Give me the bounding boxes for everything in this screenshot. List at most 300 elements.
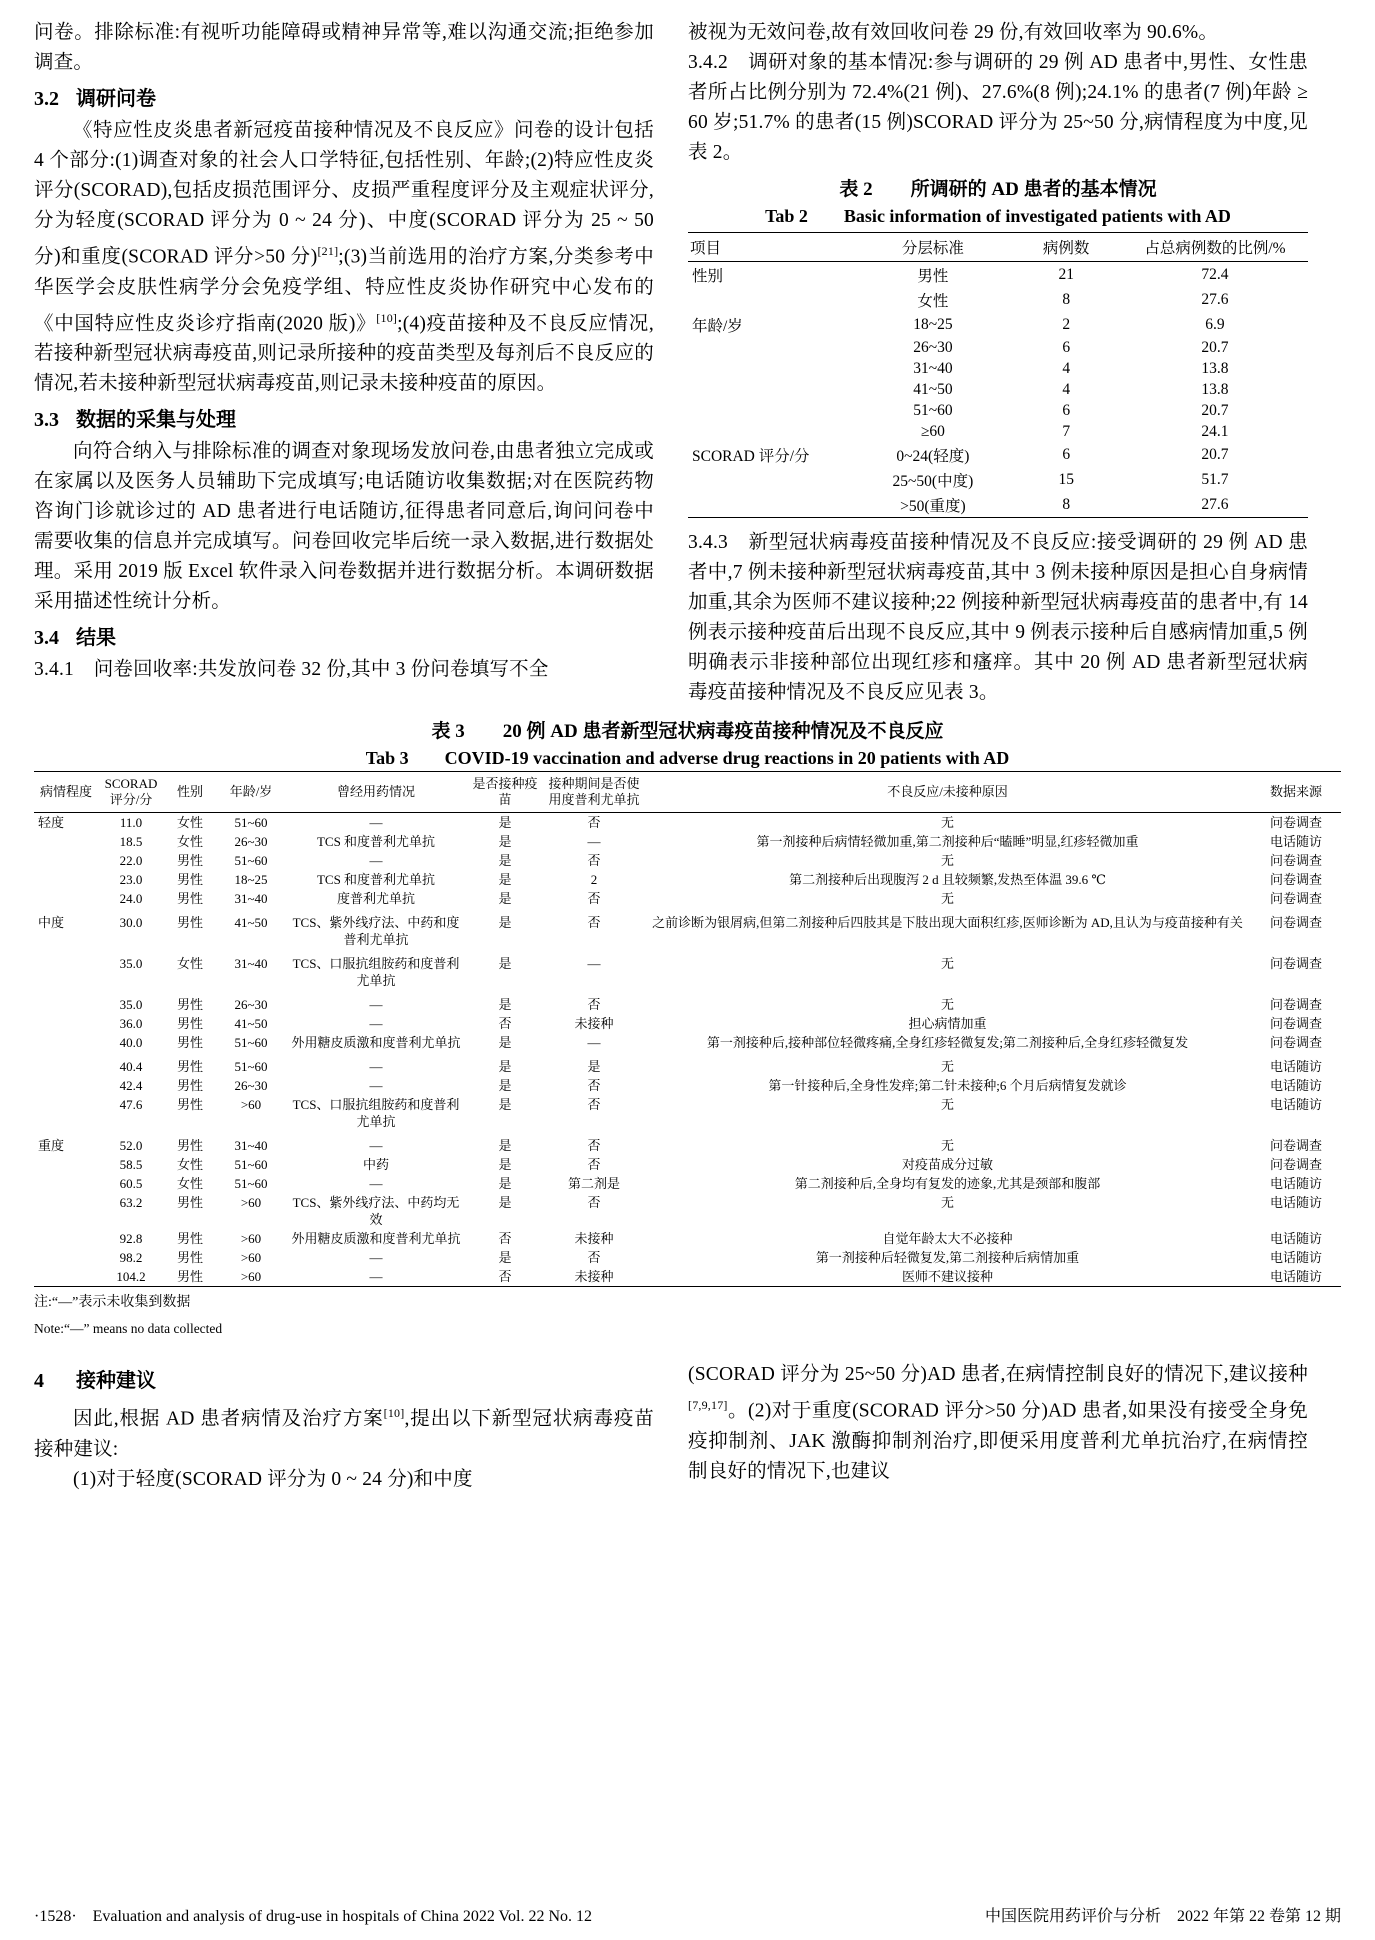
table3-cell-vaccinated: 是 — [498, 815, 512, 830]
rec2-b: 。(2)对于重度(SCORAD 评分>50 分)AD 患者,如果没有接受全身免疫抑制剂、JAK 激酶抑制剂治疗,即便采用度普利尤单抗治疗,在病情控制良好的情况下,也建议 — [688, 1400, 1308, 1482]
heading-3-2-title: 调研问卷 — [76, 88, 156, 110]
table2-cell-pct: 6.9 — [1205, 315, 1225, 333]
table3-cell-adr: 对疫苗成分过敏 — [901, 1157, 993, 1172]
table3-cell-sex: 男性 — [176, 1059, 203, 1074]
table3-cell-sex: 男性 — [176, 1231, 203, 1246]
table3-cell-vaccinated: 是 — [498, 956, 512, 971]
heading-4-number: 4 — [34, 1370, 44, 1392]
table3-header-row — [34, 772, 1341, 813]
table2-cell-item — [688, 492, 855, 518]
table2-cell-level: 0~24(轻度) — [896, 447, 970, 465]
table2-cell-count: 6 — [1062, 401, 1071, 419]
table3-cell-severity — [34, 1033, 98, 1052]
table3-cell-vaccinated: 是 — [498, 872, 512, 887]
table3-cell-adr: 之前诊断为银屑病,但第二剂接种后四肢其是下肢出现大面积红疹,医师诊断为 AD,且认为与疫苗接种有关 — [652, 915, 1243, 930]
footer-left: ·1528· Evaluation and analysis of drug-use in hospitals of China 2022 Vol. 22 No. 12 — [34, 1908, 593, 1925]
paragraph-recommendation-intro — [34, 1398, 654, 1465]
table3-cell-scorad: 35.0 — [119, 956, 143, 971]
heading-4-title: 接种建议 — [76, 1370, 156, 1392]
heading-3-4 — [34, 621, 654, 655]
heading-3-3-number: 3.3 — [34, 409, 59, 431]
table3-cell-adr: 无 — [940, 1059, 954, 1074]
table3-cell-source: 电话随访 — [1269, 1231, 1322, 1246]
table3-cell-drug: — — [369, 1059, 383, 1074]
table3-cell-dupilumab: 否 — [587, 1195, 601, 1210]
table-row — [688, 262, 1308, 288]
table3-cell-age: 41~50 — [234, 915, 268, 930]
table2-cell-pct: 72.4 — [1201, 265, 1229, 283]
table3-cell-vaccinated: 是 — [498, 853, 512, 868]
table3-cell-dupilumab: 否 — [587, 915, 601, 930]
table3-cell-source: 问卷调查 — [1269, 815, 1322, 830]
table3-cell-dupilumab: 未接种 — [574, 1231, 614, 1246]
table3-cell-age: >60 — [240, 1231, 262, 1246]
table3-cell-dupilumab: 未接种 — [574, 1269, 614, 1284]
table3-cell-dupilumab: 否 — [587, 1157, 601, 1172]
table2-cell-item: 年龄/岁 — [692, 317, 743, 335]
table3-cell-sex: 男性 — [176, 1078, 203, 1093]
table3-cell-drug: — — [369, 1269, 383, 1284]
table3-cell-scorad: 18.5 — [119, 834, 143, 849]
table3-cell-adr: 无 — [940, 1195, 954, 1210]
table2-cell-item: 性别 — [692, 267, 724, 285]
table2-cell-count: 6 — [1062, 338, 1071, 356]
table2-title-cn: 表 2 所调研的 AD 患者的基本情况 — [839, 179, 1157, 200]
table-row — [34, 1229, 1341, 1248]
table3-cell-source: 电话随访 — [1269, 1078, 1322, 1093]
heading-3-2 — [34, 82, 654, 116]
rec-intro-a: 因此,根据 AD 患者病情及治疗方案 — [73, 1408, 384, 1430]
table3-cell-drug: TCS、紫外线疗法、中药和度普利尤单抗 — [292, 915, 460, 947]
table3-cell-drug: — — [369, 1016, 383, 1031]
table3-col-age: 年龄/岁 — [216, 772, 286, 813]
table3-cell-severity — [34, 832, 98, 851]
table3-cell-sex: 男性 — [176, 1016, 203, 1031]
paragraph-recommendation-1: (1)对于轻度(SCORAD 评分为 0 ~ 24 分)和中度 — [73, 1468, 473, 1490]
table3-cell-scorad: 40.4 — [119, 1059, 143, 1074]
table3-cell-adr: 第一剂接种后,接种部位轻微疼痛,全身红疹轻微复发;第二剂接种后,全身红疹轻微复发 — [706, 1035, 1189, 1050]
table-row — [34, 1174, 1341, 1193]
bottom-left-column — [34, 1360, 654, 1495]
table2-cell-level: 男性 — [917, 267, 949, 285]
table3-cell-drug: TCS、口服抗组胺药和度普利尤单抗 — [292, 1097, 460, 1129]
table-row — [34, 813, 1341, 833]
table3-cell-severity: 中度 — [38, 915, 65, 930]
table3-cell-severity — [34, 1267, 98, 1287]
paragraph-questionnaire — [34, 116, 654, 399]
ref-10: [10] — [376, 310, 398, 325]
paragraph-right-1: 被视为无效问卷,故有效回收问卷 29 份,有效回收率为 90.6%。 — [688, 22, 1219, 43]
table3-cell-sex: 女性 — [176, 956, 203, 971]
table2-cell-item — [688, 400, 855, 421]
table-row — [34, 908, 1341, 949]
table3-cell-adr: 担心病情加重 — [908, 1016, 987, 1031]
table3-cell-scorad: 58.5 — [119, 1157, 143, 1172]
table3-title-en: Tab 3 COVID-19 vaccination and adverse drug reactions in 20 patients with AD — [365, 748, 1010, 768]
table3-cell-scorad: 104.2 — [116, 1269, 146, 1284]
table-row — [34, 870, 1341, 889]
table3-cell-dupilumab: 是 — [587, 1059, 601, 1074]
table-row — [688, 467, 1308, 492]
table3-cell-vaccinated: 是 — [498, 1195, 512, 1210]
table3-cell-adr: 无 — [940, 891, 954, 906]
table2-cell-item — [688, 287, 855, 312]
table-row — [34, 1095, 1341, 1131]
footer-right: 中国医院用药评价与分析 2022 年第 22 卷第 12 期 — [984, 1908, 1341, 1925]
table3-cell-adr: 自觉年龄太大不必接种 — [882, 1231, 1013, 1246]
table2-cell-level: 41~50 — [913, 380, 953, 398]
table2-title-en: Tab 2 Basic information of investigated patients with AD — [765, 206, 1231, 226]
table3-cell-scorad: 22.0 — [119, 853, 143, 868]
table3-col-vaccinated: 是否接种疫苗 — [466, 772, 544, 813]
table3-cell-drug: — — [369, 815, 383, 830]
table2-cell-pct: 20.7 — [1201, 401, 1229, 419]
table2-cell-pct: 27.6 — [1201, 290, 1229, 308]
table3-cell-age: 51~60 — [234, 1157, 268, 1172]
table3-col-dupilumab: 接种期间是否使用度普利尤单抗 — [544, 772, 644, 813]
paragraph-basic-info: 3.4.2 调研对象的基本情况:参与调研的 29 例 AD 患者中,男性、女性患者所占比例分别为 72.4%(21 例)、27.6%(8 例);24.1% 的患者(7 例)年龄 ≥ 60 岁;51.7% 的患者(15 例)SCORAD 评分为 25~50 分,病情程度为中度,见表 2。 — [688, 52, 1308, 163]
table-row — [688, 287, 1308, 312]
table2-cell-pct: 20.7 — [1201, 338, 1229, 356]
table2-cell-pct: 27.6 — [1201, 495, 1229, 513]
table3-cell-dupilumab: 第二剂是 — [567, 1176, 620, 1191]
table3-cell-severity — [34, 870, 98, 889]
table3-cell-source: 问卷调查 — [1269, 1157, 1322, 1172]
table3-cell-scorad: 52.0 — [119, 1138, 143, 1153]
table2-cell-count: 8 — [1062, 495, 1071, 513]
left-column — [34, 18, 654, 685]
table3-cell-source: 问卷调查 — [1269, 1016, 1322, 1031]
table3-cell-source: 电话随访 — [1269, 1059, 1322, 1074]
table3-cell-drug: — — [369, 997, 383, 1012]
questionnaire-text-c: ;(4)疫苗接种及不良反应情况,若接种新型冠状病毒疫苗,则记录所接种的疫苗类型及每剂后不良反应的情况,若未接种新型冠状病毒疫苗,则记录未接种疫苗的原因。 — [34, 313, 654, 394]
table-row — [688, 400, 1308, 421]
table3-cell-age: 26~30 — [234, 1078, 268, 1093]
table3-cell-source: 电话随访 — [1269, 834, 1322, 849]
table3-cell-adr: 无 — [940, 997, 954, 1012]
table2-cell-level: 26~30 — [913, 338, 953, 356]
table-row — [34, 1248, 1341, 1267]
table3-cell-sex: 女性 — [176, 1157, 203, 1172]
table3-cell-severity — [34, 1193, 98, 1229]
table3-cell-adr: 第二剂接种后出现腹泻 2 d 且较频繁,发热至体温 39.6 ℃ — [789, 872, 1106, 887]
table3-cell-age: 41~50 — [234, 1016, 268, 1031]
table3-cell-age: 26~30 — [234, 997, 268, 1012]
table3-cell-age: >60 — [240, 1097, 262, 1112]
table3-cell-sex: 男性 — [176, 872, 203, 887]
table-row — [34, 990, 1341, 1014]
table-row — [688, 492, 1308, 518]
table2-cell-item: SCORAD 评分/分 — [692, 447, 810, 465]
table3-cell-scorad: 42.4 — [119, 1078, 143, 1093]
table3-cell-drug: — — [369, 1138, 383, 1153]
table3-col-scorad: SCORAD 评分/分 — [98, 772, 164, 813]
table3-cell-adr: 无 — [940, 956, 954, 971]
table3-cell-severity — [34, 1052, 98, 1076]
table3-cell-adr: 第一剂接种后病情轻微加重,第二剂接种后“瞌睡”明显,红疹轻微加重 — [756, 834, 1139, 849]
table-row — [688, 379, 1308, 400]
table3-cell-drug: — — [369, 1078, 383, 1093]
table3-cell-source: 问卷调查 — [1269, 997, 1322, 1012]
table2-cell-pct: 24.1 — [1201, 422, 1229, 440]
heading-3-4-number: 3.4 — [34, 627, 59, 649]
table3-cell-adr: 无 — [940, 815, 954, 830]
ref-10-b: [10] — [383, 1406, 405, 1420]
table2-cell-item — [688, 421, 855, 442]
table2-cell-pct: 51.7 — [1201, 470, 1229, 488]
table3-cell-drug: TCS 和度普利尤单抗 — [316, 872, 436, 887]
table3-cell-age: 18~25 — [234, 872, 268, 887]
table3-cell-dupilumab: 未接种 — [574, 1016, 614, 1031]
table2-cell-count: 4 — [1062, 380, 1071, 398]
table3-cell-age: 31~40 — [234, 1138, 268, 1153]
table3-cell-sex: 女性 — [176, 834, 203, 849]
table3-cell-severity — [34, 1248, 98, 1267]
table-row — [34, 851, 1341, 870]
table-row — [34, 1076, 1341, 1095]
table3-cell-age: 51~60 — [234, 1035, 268, 1050]
table3-cell-dupilumab: 否 — [587, 1097, 601, 1112]
table3-cell-drug: 度普利尤单抗 — [336, 891, 415, 906]
table-row — [34, 1131, 1341, 1155]
table3-cell-source: 问卷调查 — [1269, 1035, 1322, 1050]
table-row — [688, 442, 1308, 467]
table3-cell-age: 51~60 — [234, 1176, 268, 1191]
table3-cell-scorad: 60.5 — [119, 1176, 143, 1191]
table3-cell-adr: 第一剂接种后轻微复发,第二剂接种后病情加重 — [815, 1250, 1080, 1265]
table3-cell-scorad: 98.2 — [119, 1250, 143, 1265]
table3-col-drug: 曾经用药情况 — [286, 772, 466, 813]
table3-cell-drug: 中药 — [362, 1157, 389, 1172]
table-row — [34, 1267, 1341, 1287]
table3-cell-source: 问卷调查 — [1269, 872, 1322, 887]
table3-cell-scorad: 30.0 — [119, 915, 143, 930]
table2-cell-level: >50(重度) — [900, 497, 966, 515]
table3-cell-source: 电话随访 — [1269, 1250, 1322, 1265]
table2-col-pct: 占总病例数的比例/% — [1122, 233, 1308, 262]
table2-cell-item — [688, 379, 855, 400]
table3-cell-dupilumab: 否 — [587, 1250, 601, 1265]
table3-col-adr: 不良反应/未接种原因 — [644, 772, 1251, 813]
table3-cell-drug: — — [369, 1250, 383, 1265]
table3-cell-source: 电话随访 — [1269, 1195, 1322, 1210]
questionnaire-text-a: 《特应性皮炎患者新冠疫苗接种情况及不良反应》问卷的设计包括 4 个部分:(1)调查对象的社会人口学特征,包括性别、年龄;(2)特应性皮炎评分(SCORAD),包括皮损范围评分、皮损严重程度评分及主观症状评分,分为轻度(SCORAD 评分为 0 ~ 24 分)、中度(SCORAD 评分为 25 ~ 50 分)和重度(SCORAD 评分>50 分) — [34, 120, 654, 268]
table3-cell-vaccinated: 是 — [498, 834, 512, 849]
table3-cell-severity — [34, 1076, 98, 1095]
table3-cell-source: 电话随访 — [1269, 1269, 1322, 1284]
paragraph-vaccination-adr: 3.4.3 新型冠状病毒疫苗接种情况及不良反应:接受调研的 29 例 AD 患者中,7 例未接种新型冠状病毒疫苗,其中 3 例未接种原因是担心自身病情加重,其余为医师不建议接种;22 例接种新型冠状病毒疫苗的患者中,有 14 例表示接种疫苗后出现不良反应,其中 9 例表示接种后自感病情加重,5 例明确表示非接种部位出现红疹和瘙痒。其中 20 例 AD 患者新型冠状病毒疫苗接种情况及不良反应见表 3。 — [688, 532, 1308, 703]
table3-cell-adr: 医师不建议接种 — [901, 1269, 993, 1284]
table3-cell-severity — [34, 1155, 98, 1174]
table3-cell-vaccinated: 否 — [498, 1016, 512, 1031]
table-row — [34, 832, 1341, 851]
table3-cell-source: 电话随访 — [1269, 1097, 1322, 1112]
table3-cell-drug: TCS 和度普利尤单抗 — [316, 834, 436, 849]
table2-col-count: 病例数 — [1010, 233, 1122, 262]
table3-cell-drug: 外用糖皮质激和度普利尤单抗 — [291, 1035, 461, 1050]
paragraph-recommendation-2 — [688, 1360, 1308, 1487]
table3-cell-dupilumab: — — [587, 1035, 601, 1050]
table3-cell-source: 电话随访 — [1269, 1176, 1322, 1191]
table-row — [34, 1014, 1341, 1033]
table3-cell-scorad: 24.0 — [119, 891, 143, 906]
table-row — [34, 1033, 1341, 1052]
table2-cell-level: 25~50(中度) — [892, 472, 974, 490]
table-row — [688, 312, 1308, 337]
table3-cell-severity — [34, 889, 98, 908]
table3-cell-vaccinated: 是 — [498, 1078, 512, 1093]
table3-cell-vaccinated: 是 — [498, 1157, 512, 1172]
table2-col-item: 项目 — [688, 233, 855, 262]
table3-cell-vaccinated: 是 — [498, 1250, 512, 1265]
table2-cell-level: 女性 — [917, 292, 949, 310]
paragraph-left-1: 问卷。排除标准:有视听功能障碍或精神异常等,难以沟通交流;拒绝参加调查。 — [34, 22, 654, 73]
table3-cell-age: 51~60 — [234, 1059, 268, 1074]
table3-cell-age: 51~60 — [234, 853, 268, 868]
heading-3-2-number: 3.2 — [34, 88, 59, 110]
table3-cell-vaccinated: 是 — [498, 1035, 512, 1050]
table3-col-source: 数据来源 — [1251, 772, 1341, 813]
table3-cell-drug: TCS、紫外线疗法、中药均无效 — [292, 1195, 460, 1227]
table3-note-en: Note:“—” means no data collected — [34, 1321, 223, 1336]
page-footer — [34, 1903, 1341, 1926]
table2-cell-count: 7 — [1062, 422, 1071, 440]
table3-cell-age: >60 — [240, 1250, 262, 1265]
table2-cell-count: 8 — [1062, 290, 1071, 308]
table-row — [34, 889, 1341, 908]
table2-cell-count: 4 — [1062, 359, 1071, 377]
table2-cell-count: 15 — [1058, 470, 1074, 488]
paragraph-recovery-rate: 3.4.1 问卷回收率:共发放问卷 32 份,其中 3 份问卷填写不全 — [34, 659, 549, 680]
table3-cell-adr: 无 — [940, 1138, 954, 1153]
table3-cell-sex: 男性 — [176, 891, 203, 906]
table3-cell-severity: 重度 — [38, 1138, 65, 1153]
table3-cell-severity — [34, 1229, 98, 1248]
table-row — [688, 421, 1308, 442]
rec-intro-b: ,提出以下新型冠状病毒疫苗接种建议: — [34, 1408, 654, 1460]
two-column-bottom — [34, 1360, 1341, 1495]
table3-cell-source: 问卷调查 — [1269, 915, 1322, 930]
table3-cell-drug: TCS、口服抗组胺药和度普利尤单抗 — [292, 956, 460, 988]
table3-cell-scorad: 11.0 — [119, 815, 143, 830]
table3-cell-severity — [34, 949, 98, 990]
two-column-top — [34, 18, 1341, 708]
ref-7-9-17: [7,9,17] — [688, 1398, 728, 1412]
table2-cell-pct: 13.8 — [1201, 359, 1229, 377]
table-row — [34, 1052, 1341, 1076]
table3-cell-vaccinated: 是 — [498, 1176, 512, 1191]
table2-col-level: 分层标准 — [855, 233, 1010, 262]
table2-cell-level: 51~60 — [913, 401, 953, 419]
table-3 — [34, 771, 1341, 1287]
table3-cell-scorad: 63.2 — [119, 1195, 143, 1210]
table3-cell-vaccinated: 是 — [498, 891, 512, 906]
table2-cell-item — [688, 467, 855, 492]
table3-title-cn: 表 3 20 例 AD 患者新型冠状病毒疫苗接种情况及不良反应 — [431, 721, 944, 742]
table2-cell-level: ≥60 — [920, 422, 945, 440]
table2-cell-level: 31~40 — [913, 359, 953, 377]
table2-cell-level: 18~25 — [913, 315, 953, 333]
bottom-right-column — [688, 1360, 1308, 1487]
table-row — [688, 358, 1308, 379]
table3-cell-scorad: 36.0 — [119, 1016, 143, 1031]
heading-3-3 — [34, 403, 654, 437]
table-2 — [688, 232, 1308, 518]
table3-cell-dupilumab: 否 — [587, 853, 601, 868]
table3-cell-sex: 男性 — [176, 853, 203, 868]
table3-cell-source: 问卷调查 — [1269, 956, 1322, 971]
table3-cell-vaccinated: 是 — [498, 1097, 512, 1112]
table-row — [34, 1193, 1341, 1229]
table3-block — [34, 718, 1341, 1338]
table3-cell-dupilumab: 否 — [587, 1078, 601, 1093]
table3-cell-drug: 外用糖皮质激和度普利尤单抗 — [291, 1231, 461, 1246]
table2-header-row — [688, 233, 1308, 262]
table3-cell-scorad: 35.0 — [119, 997, 143, 1012]
table3-cell-dupilumab: — — [587, 956, 601, 971]
table3-cell-severity: 轻度 — [38, 815, 65, 830]
table2-cell-pct: 13.8 — [1201, 380, 1229, 398]
table3-cell-severity — [34, 1014, 98, 1033]
table3-cell-sex: 男性 — [176, 997, 203, 1012]
table3-cell-severity — [34, 990, 98, 1014]
table3-cell-sex: 男性 — [176, 1250, 203, 1265]
table3-cell-adr: 无 — [940, 853, 954, 868]
right-column — [688, 18, 1308, 708]
table3-cell-drug: — — [369, 1176, 383, 1191]
table3-cell-scorad: 92.8 — [119, 1231, 143, 1246]
table3-cell-sex: 男性 — [176, 1269, 203, 1284]
table3-cell-adr: 无 — [940, 1097, 954, 1112]
table3-cell-age: 51~60 — [234, 815, 268, 830]
table3-cell-age: 26~30 — [234, 834, 268, 849]
table3-cell-dupilumab: 2 — [590, 872, 598, 887]
table3-cell-adr: 第二剂接种后,全身均有复发的迹象,尤其是颈部和腹部 — [794, 1176, 1101, 1191]
table3-cell-source: 问卷调查 — [1269, 853, 1322, 868]
table3-cell-source: 问卷调查 — [1269, 891, 1322, 906]
table3-cell-severity — [34, 1095, 98, 1131]
table3-note-cn: 注:“—”表示未收集到数据 — [34, 1295, 191, 1310]
table3-cell-dupilumab: 否 — [587, 815, 601, 830]
table2-cell-count: 6 — [1062, 445, 1071, 463]
table3-cell-adr: 第一针接种后,全身性发痒;第二针未接种;6 个月后病情复发就诊 — [768, 1078, 1127, 1093]
questionnaire-text-b: ;(3)当前选用的治疗方案,分类参考中华医学会皮肤性病学分会免疫学组、特应性皮炎协作研究中心发布的《中国特应性皮炎诊疗指南(2020 版)》 — [34, 246, 654, 334]
table3-cell-dupilumab: — — [587, 834, 601, 849]
table3-cell-vaccinated: 是 — [498, 997, 512, 1012]
table3-cell-age: 31~40 — [234, 956, 268, 971]
table3-cell-severity — [34, 1174, 98, 1193]
table3-cell-age: >60 — [240, 1195, 262, 1210]
table-row — [34, 1155, 1341, 1174]
table3-cell-sex: 男性 — [176, 1097, 203, 1112]
table3-cell-age: 31~40 — [234, 891, 268, 906]
heading-3-3-title: 数据的采集与处理 — [76, 409, 236, 431]
table3-cell-dupilumab: 否 — [587, 1138, 601, 1153]
heading-4 — [34, 1364, 654, 1398]
table-row — [688, 337, 1308, 358]
table3-cell-sex: 女性 — [176, 815, 203, 830]
table3-cell-dupilumab: 否 — [587, 997, 601, 1012]
ref-21: [21] — [317, 244, 339, 258]
table2-cell-pct: 20.7 — [1201, 445, 1229, 463]
table3-cell-sex: 男性 — [176, 915, 203, 930]
table3-cell-vaccinated: 是 — [498, 1138, 512, 1153]
table3-cell-drug: — — [369, 853, 383, 868]
table3-cell-scorad: 23.0 — [119, 872, 143, 887]
table3-cell-scorad: 40.0 — [119, 1035, 143, 1050]
table3-cell-age: >60 — [240, 1269, 262, 1284]
table2-cell-item — [688, 358, 855, 379]
